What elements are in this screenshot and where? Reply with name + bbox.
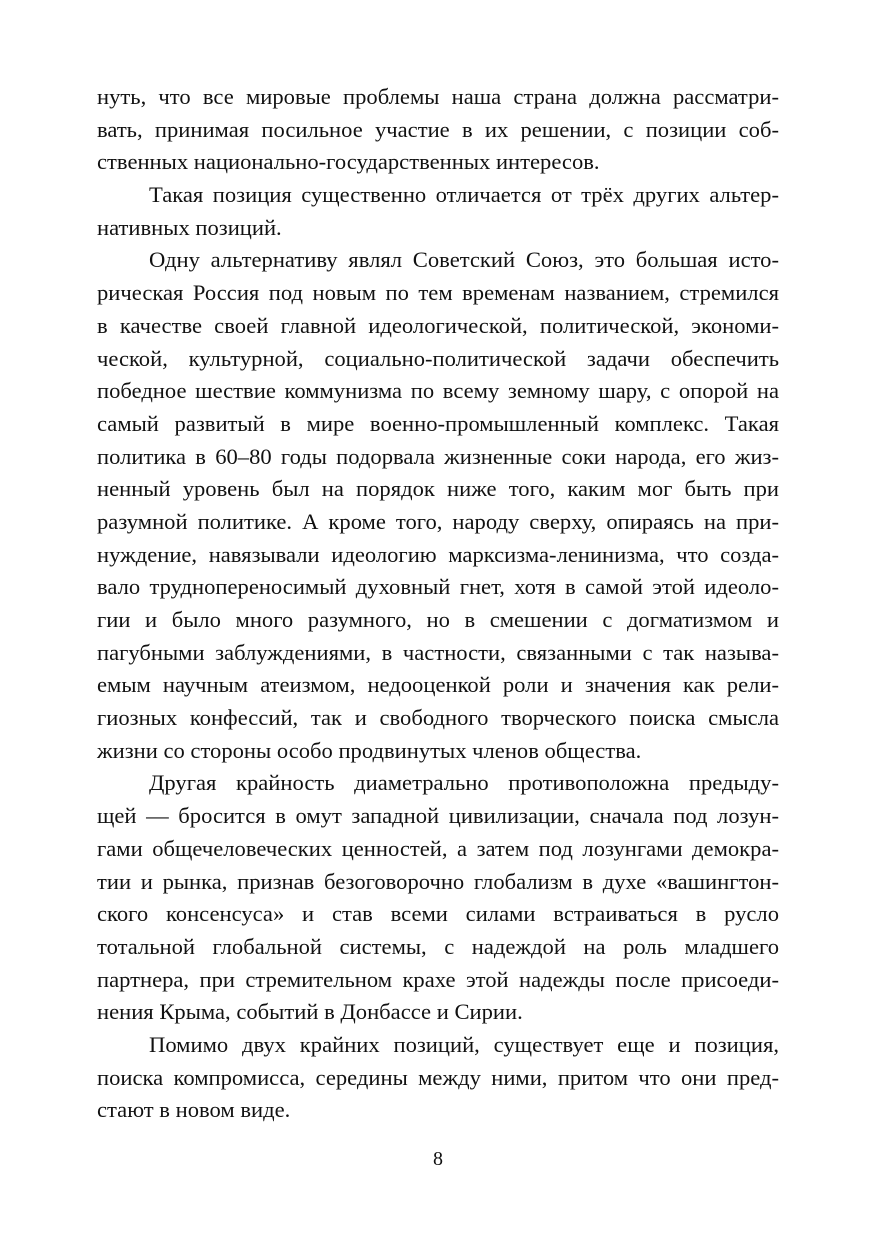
text-line: нативных позиций.: [97, 214, 282, 240]
text-line: политика в 60–80 годы подорвала жизненные соки народа, его жиз-: [97, 443, 779, 469]
text-line: тии и рынка, признав безоговорочно глобализм в духе «вашингтон-: [97, 868, 779, 894]
text-line: гиозных конфессий, так и свободного творческого поиска смысла: [97, 705, 779, 731]
text-line: жизни со стороны особо продвинутых членов общества.: [97, 737, 642, 763]
text-line: ственных национально-государственных интересов.: [97, 149, 600, 175]
text-line: победное шествие коммунизма по всему земному шару, с опорой на: [97, 378, 779, 404]
text-line: тотальной глобальной системы, с надеждой на роль младшего: [97, 933, 779, 959]
text-line: вало труднопереносимый духовный гнет, хотя в самой этой идеоло-: [97, 574, 779, 600]
text-line: разумной политике. А кроме того, народу сверху, опираясь на при-: [97, 508, 779, 534]
text-line: ненный уровень был на порядок ниже того, каким мог быть при: [97, 476, 779, 502]
paragraph-2: [97, 179, 779, 244]
text-line: ческой, культурной, социально-политической задачи обеспечить: [97, 345, 779, 371]
text-line: Такая позиция существенно отличается от трёх других альтер-: [149, 182, 779, 208]
text-line: нуждение, навязывали идеологию марксизма-ленинизма, что созда-: [97, 541, 779, 567]
paragraph-5: [97, 1029, 779, 1127]
text-line: стают в новом виде.: [97, 1097, 291, 1123]
text-line: нения Крыма, событий в Донбассе и Сирии.: [97, 999, 523, 1025]
text-line: Другая крайность диаметрально противоположна предыду-: [149, 770, 779, 796]
text-line: пагубными заблуждениями, в частности, связанными с так называ-: [97, 639, 779, 665]
text-line: Помимо двух крайних позиций, существует еще и позиция,: [149, 1031, 779, 1057]
text-line: щей — бросится в омут западной цивилизации, сначала под лозун-: [97, 803, 779, 829]
text-line: рическая Россия под новым по тем временам названием, стремился: [97, 280, 779, 306]
paragraph-4: [97, 767, 779, 1029]
text-line: партнера, при стремительном крахе этой надежды после присоеди-: [97, 966, 779, 992]
page-number: 8: [433, 1148, 443, 1170]
text-line: самый развитый в мире военно-промышленный комплекс. Такая: [97, 410, 779, 436]
text-line: Одну альтернативу являл Советский Союз, это большая исто-: [149, 247, 779, 273]
text-line: ского консенсуса» и став всеми силами встраиваться в русло: [97, 901, 779, 927]
text-line: гами общечеловеческих ценностей, а затем под лозунгами демокра-: [97, 835, 779, 861]
text-line: гии и было много разумного, но в смешении с догматизмом и: [97, 607, 779, 632]
text-line: вать, принимая посильное участие в их решении, с позиции соб-: [97, 116, 779, 142]
text-line: в качестве своей главной идеологической, политической, экономи-: [97, 312, 779, 338]
text-line: поиска компромисса, середины между ними, притом что они пред-: [97, 1064, 779, 1090]
text-line: нуть, что все мировые проблемы наша страна должна рассматри-: [97, 84, 779, 109]
text-line: емым научным атеизмом, недооценкой роли и значения как рели-: [97, 672, 779, 698]
paragraph-3: [97, 244, 779, 767]
body-text: [97, 81, 779, 1127]
paragraph-1: [97, 81, 779, 179]
